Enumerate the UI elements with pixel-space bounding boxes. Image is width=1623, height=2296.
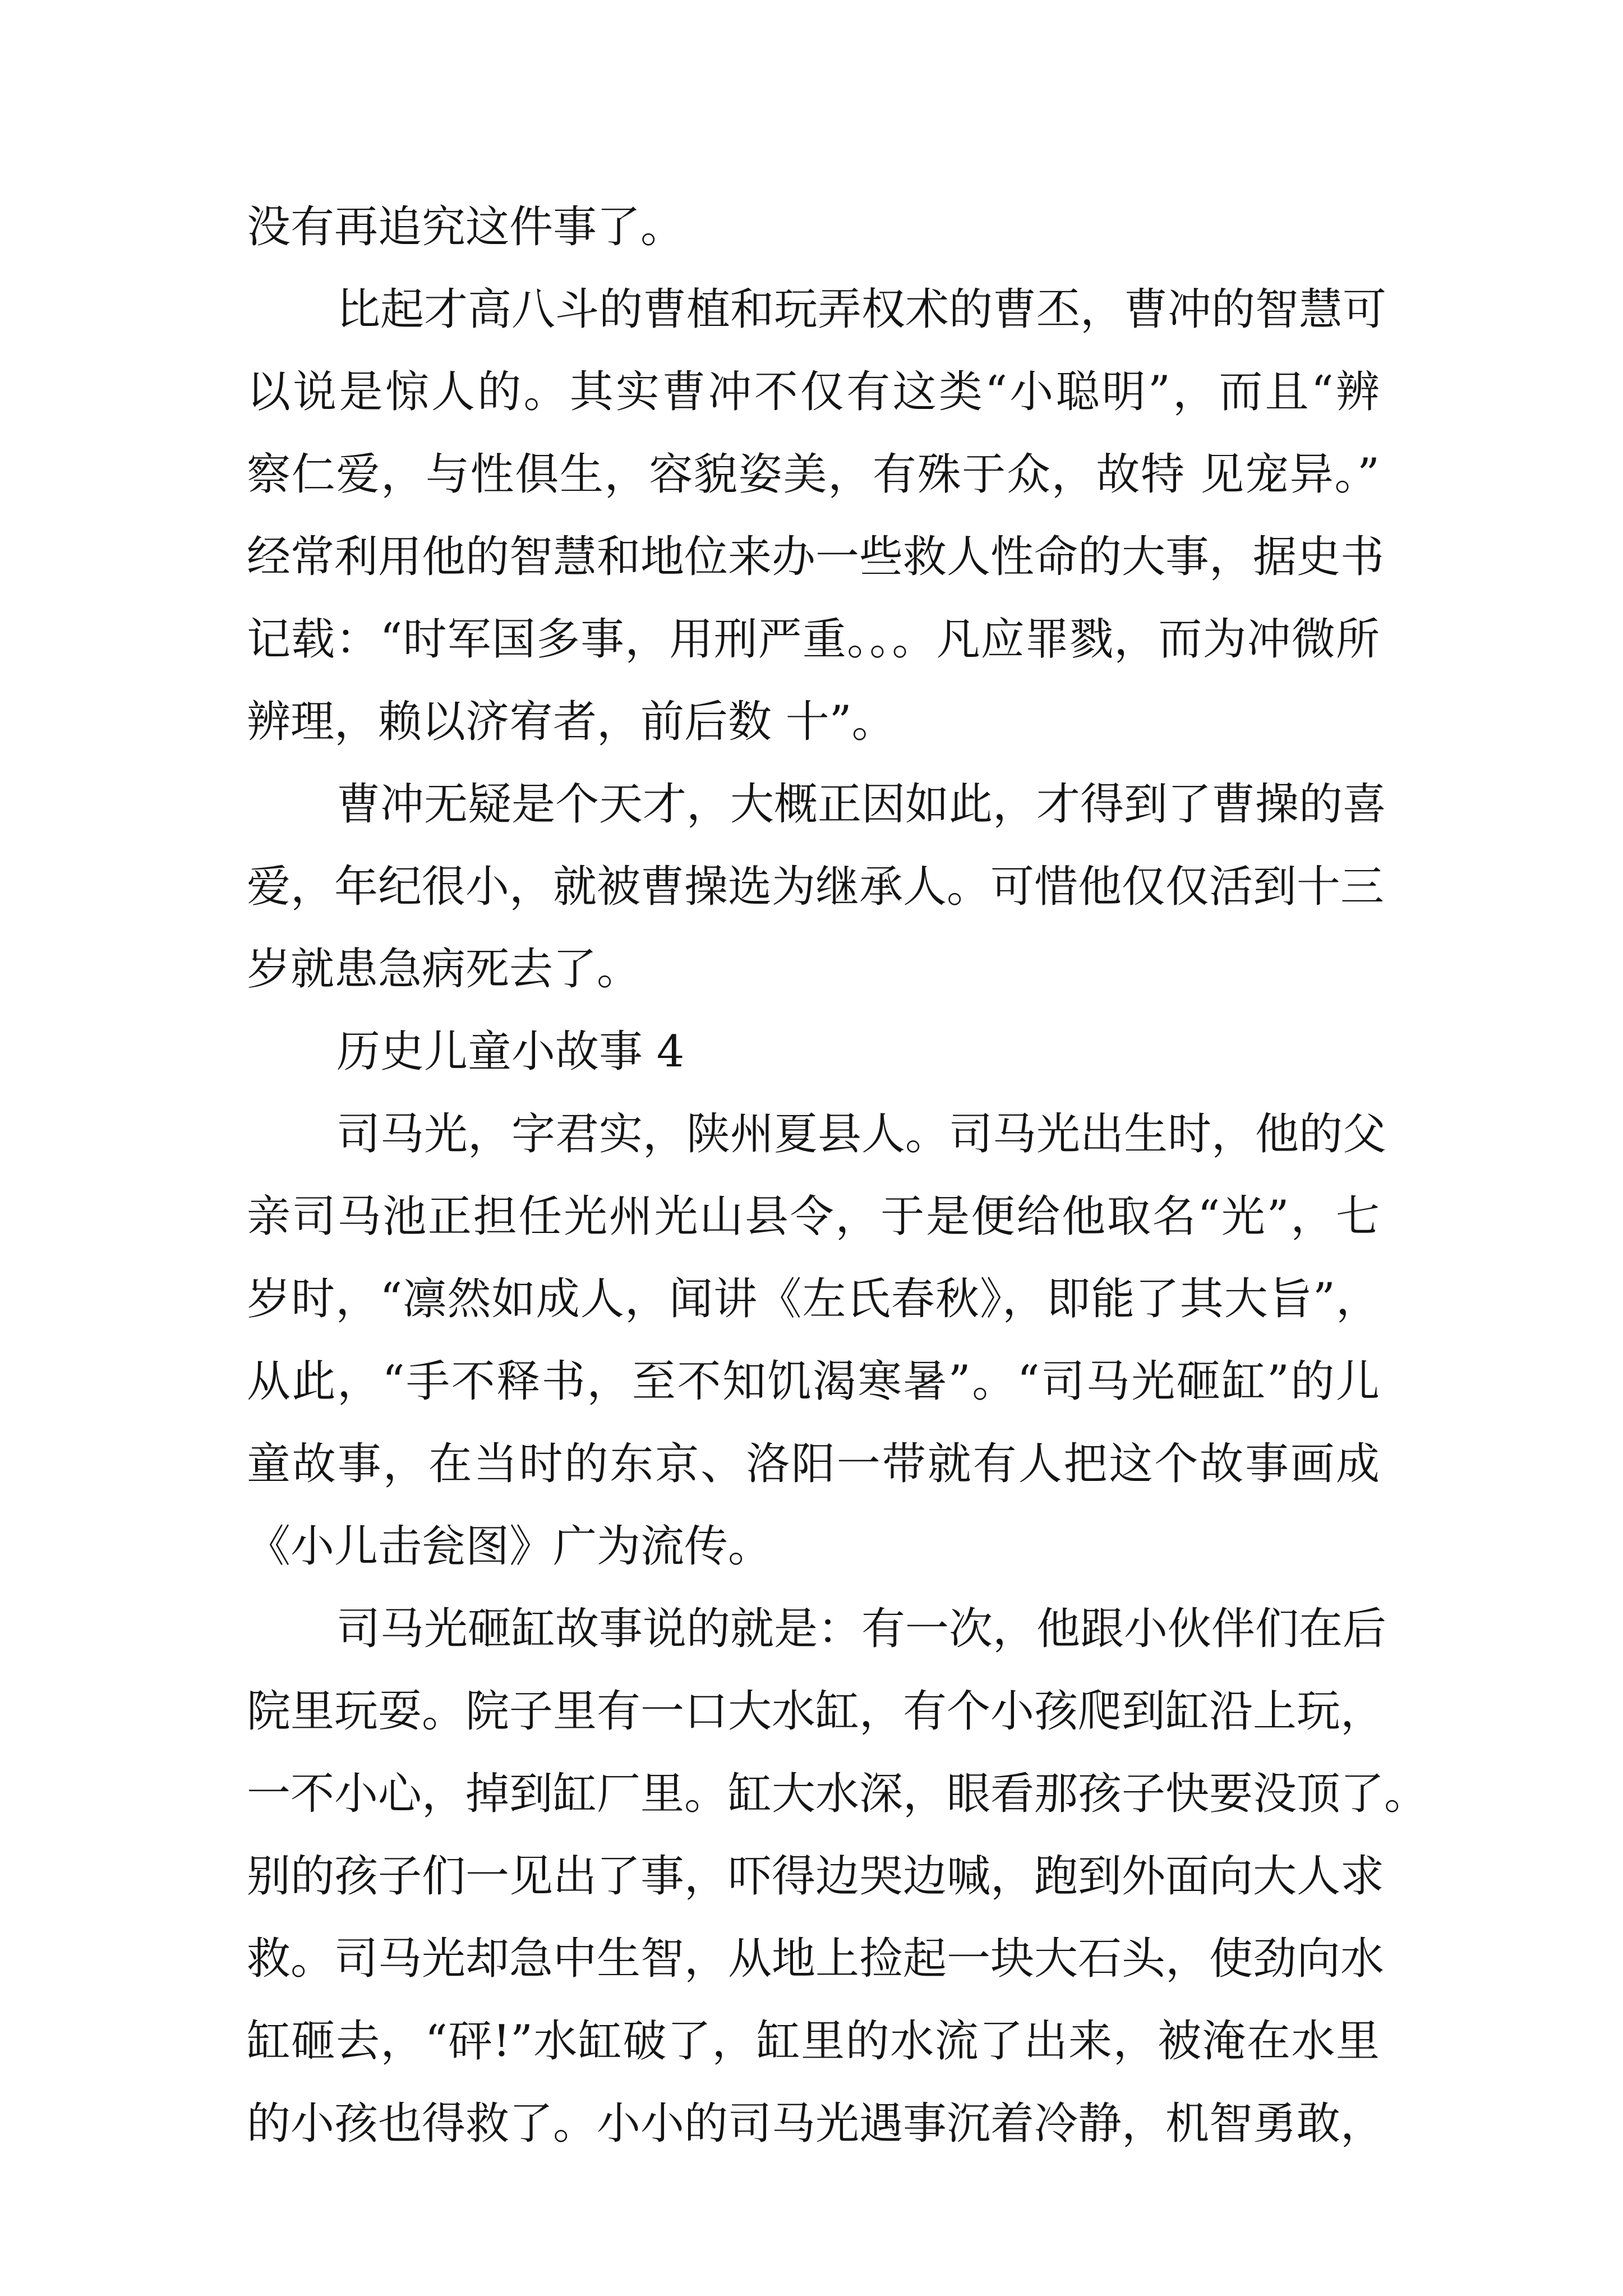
text-line: 岁就患急病死去了。 — [247, 944, 641, 995]
paragraph-first-line: 司马光砸缸故事说的就是：有一次，他跟小伙伴们在后 — [336, 1604, 1387, 1654]
text-line: 爱，年纪很小，就被曹操选为继承人。可惜他仅仅活到十三 — [247, 862, 1385, 912]
text-line: 别的孩子们一见出了事，吓得边哭边喊，跑到外面向大人求 — [247, 1851, 1385, 1902]
text-line: 院里玩耍。院子里有一口大水缸，有个小孩爬到缸沿上玩， — [247, 1686, 1385, 1737]
paragraph-first-line: 比起才高八斗的曹植和玩弄权术的曹丕，曹冲的智慧可 — [336, 284, 1387, 335]
text-line: 救。司马光却急中生智，从地上捡起一块大石头，使劲向水 — [247, 1934, 1385, 1984]
text-line: 没有再追究这件事了。 — [247, 202, 685, 252]
text-line: 《小儿击瓮图》广为流传。 — [247, 1521, 772, 1572]
text-line: 察仁爱，与性俱生，容貌姿美，有殊于众，故特 见宠异。” — [247, 449, 1380, 500]
text-line: 经常利用他的智慧和地位来办一些救人性命的大事，据史书 — [247, 532, 1385, 582]
text-line: 童故事，在当时的东京、洛阳一带就有人把这个故事画成 — [247, 1439, 1380, 1489]
text-line: 岁时，“凛然如成人，闻讲《左氏春秋》，即能了其大旨”， — [247, 1274, 1380, 1324]
paragraph-first-line: 司马光，字君实，陕州夏县人。司马光出生时，他的父 — [336, 1109, 1387, 1159]
text-line: 亲司马池正担任光州光山县令，于是便给他取名“光”，七 — [247, 1191, 1380, 1242]
text-line: 一不小心，掉到缸厂里。缸大水深，眼看那孩子快要没顶了。 — [247, 1769, 1428, 1819]
text-line: 记载：“时军国多事，用刑严重。。。凡应罪戮，而为冲微所 — [247, 614, 1380, 665]
text-line: 辨理，赖以济宥者，前后数 十”。 — [247, 697, 896, 747]
text-line: 缸砸去，“砰!”水缸破了，缸里的水流了出来，被淹在水里 — [247, 2016, 1380, 2067]
section-heading: 历史儿童小故事 4 — [336, 1027, 685, 1077]
paragraph-first-line: 曹冲无疑是个天才，大概正因如此，才得到了曹操的喜 — [336, 779, 1387, 830]
text-line: 以说是惊人的。其实曹冲不仅有这类“小聪明”，而且“辨 — [247, 367, 1380, 417]
text-line: 从此，“手不释书，至不知饥渴寒暑”。“司马光砸缸”的儿 — [247, 1356, 1380, 1407]
text-line: 的小孩也得救了。小小的司马光遇事沉着冷静，机智勇敢， — [247, 2099, 1385, 2149]
